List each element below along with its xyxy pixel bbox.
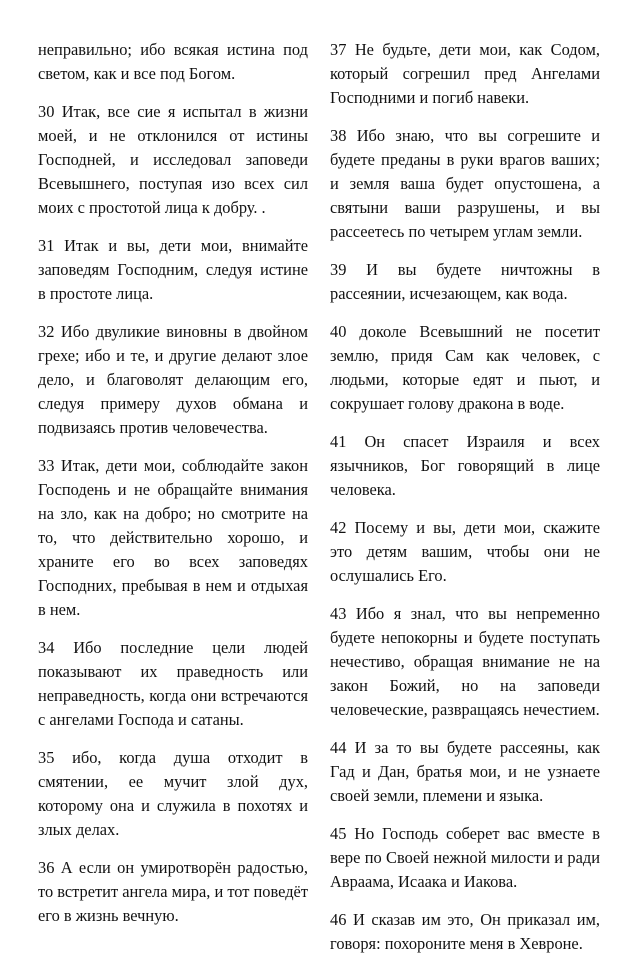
- verse-30: 30 Итак, все сие я испытал в жизни моей, и не отклонился от истины Господней, и исследовал заповеди Всевышнего, поступая изо всех сил моих с простотой лица к добру. .: [38, 102, 308, 217]
- verse-42: 42 Посему и вы, дети мои, скажите это детям вашим, чтобы они не ослушались Его.: [330, 518, 600, 585]
- paragraph-continuation: неправильно; ибо всякая истина под светом, как и все под Богом.: [38, 40, 308, 83]
- verse-40: 40 доколе Всевышний не посетит землю, придя Сам как человек, с людьми, которые едят и пьют, и сокрушает голову дракона в воде.: [330, 322, 600, 413]
- right-column: [330, 38, 600, 970]
- verse-33: 33 Итак, дети мои, соблюдайте закон Господень и не обращайте внимания на зло, как на добро; но смотрите на то, что действительно хорошо, и храните его во всех заповедях Господних, пребывая в нем и отдыхая в нем.: [38, 456, 308, 619]
- verse-38: 38 Ибо знаю, что вы согрешите и будете преданы в руки врагов ваших; и земля ваша будет опустошена, а святыни ваши разрушены, и вы рассеетесь по четырем углам земли.: [330, 126, 600, 241]
- verse-45: 45 Но Господь соберет вас вместе в вере по Своей нежной милости и ради Авраама, Исаака и Иакова.: [330, 824, 600, 891]
- verse-41: 41 Он спасет Израиля и всех язычников, Бог говорящий в лице человека.: [330, 432, 600, 499]
- verse-37: 37 Не будьте, дети мои, как Содом, который согрешил пред Ангелами Господними и погиб навеки.: [330, 40, 600, 107]
- verse-43: 43 Ибо я знал, что вы непременно будете непокорны и будете поступать нечестиво, обращая внимание не на закон Божий, но на заповеди человеческие, развращаясь нечестием.: [330, 604, 600, 719]
- verse-36: 36 А если он умиротворён радостью, то встретит ангела мира, и тот поведёт его в жизнь вечную.: [38, 858, 308, 925]
- verse-34: 34 Ибо последние цели людей показывают их праведность или неправедность, когда они встречаются с ангелами Господа и сатаны.: [38, 638, 308, 729]
- verse-39: 39 И вы будете ничтожны в рассеянии, исчезающем, как вода.: [330, 260, 600, 303]
- verse-35: 35 ибо, когда душа отходит в смятении, ее мучит злой дух, которому она и служила в похотях и злых делах.: [38, 748, 308, 839]
- verse-32: 32 Ибо двуликие виновны в двойном грехе; ибо и те, и другие делают злое дело, и благоволят делающим его, следуя примеру духов обмана и подвизаясь против человечества.: [38, 322, 308, 437]
- verse-46: 46 И сказав им это, Он приказал им, говоря: похороните меня в Хевроне.: [330, 910, 600, 953]
- left-column: [38, 38, 308, 942]
- verse-44: 44 И за то вы будете рассеяны, как Гад и Дан, братья мои, и не узнаете своей земли, племени и языка.: [330, 738, 600, 805]
- verse-31: 31 Итак и вы, дети мои, внимайте заповедям Господним, следуя истине в простоте лица.: [38, 236, 308, 303]
